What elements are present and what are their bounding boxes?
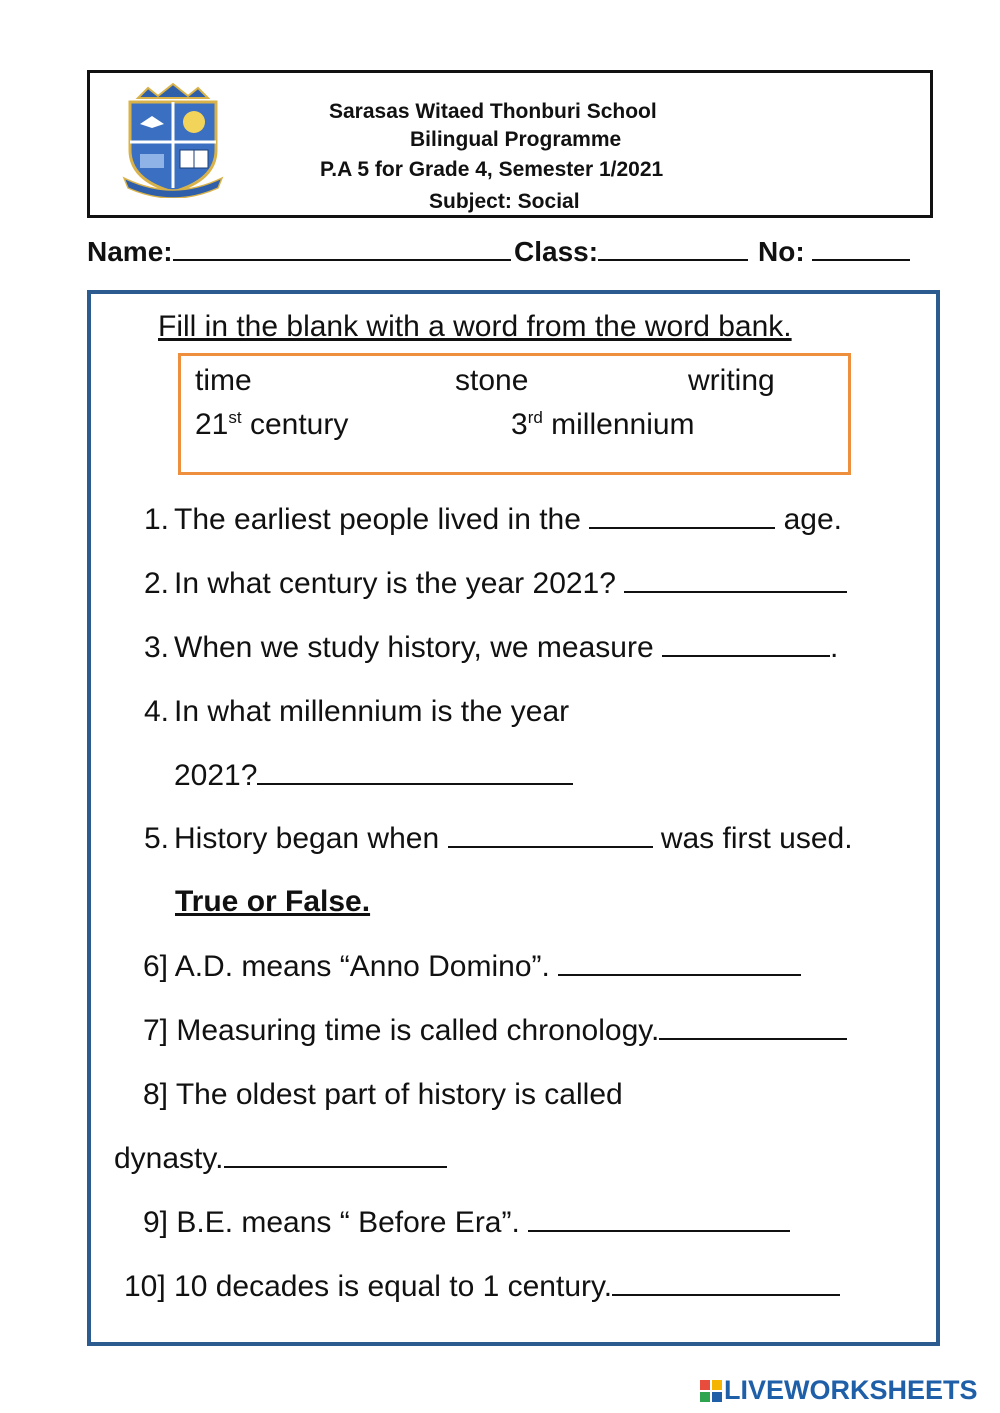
subject-line: Subject: Social	[429, 190, 580, 213]
question-text-end: age.	[775, 503, 842, 536]
answer-blank-8[interactable]	[224, 1142, 447, 1168]
question-8	[143, 1078, 623, 1112]
name-field	[87, 233, 511, 268]
question-text: 10] 10 decades is equal to 1 century.	[124, 1270, 613, 1303]
answer-blank-2[interactable]	[624, 567, 847, 593]
question-4	[144, 695, 569, 729]
question-4-continued	[174, 759, 573, 793]
word-bank-stone: stone	[455, 364, 529, 397]
question-text: 8] The oldest part of history is called	[143, 1078, 623, 1111]
question-9	[143, 1206, 790, 1240]
name-input-line[interactable]	[173, 233, 511, 261]
question-number: 4.	[144, 695, 170, 728]
class-input-line[interactable]	[598, 233, 748, 261]
liveworksheets-badge-icon	[700, 1380, 722, 1402]
question-text: 7] Measuring time is called chronology.	[143, 1014, 660, 1047]
liveworksheets-logo[interactable]	[700, 1375, 978, 1407]
word-bank-century	[195, 408, 348, 442]
question-text: The earliest people lived in the	[174, 503, 590, 536]
question-8-continued	[114, 1142, 447, 1176]
answer-blank-3[interactable]	[662, 631, 830, 657]
answer-blank-6[interactable]	[558, 950, 801, 976]
question-number: 5.	[144, 822, 170, 855]
liveworksheets-wordmark: LIVEWORKSHEETS	[724, 1375, 978, 1405]
question-text: In what century is the year 2021?	[174, 567, 625, 600]
question-text-end: .	[829, 631, 839, 664]
question-6	[143, 950, 801, 984]
class-label: Class:	[514, 236, 599, 267]
question-7	[143, 1014, 847, 1048]
question-number: 2.	[144, 567, 170, 600]
assessment-title: P.A 5 for Grade 4, Semester 1/2021	[320, 158, 664, 181]
question-text: 6] A.D. means “Anno Domino”.	[143, 950, 559, 983]
word-bank-millennium	[511, 408, 695, 442]
number-label: No:	[758, 236, 805, 267]
true-false-heading: True or False.	[175, 885, 371, 918]
programme-title: Bilingual Programme	[410, 128, 622, 151]
question-text: 2021?	[174, 759, 258, 792]
question-number: 3.	[144, 631, 170, 664]
word-bank-time: time	[195, 364, 252, 397]
answer-blank-5[interactable]	[448, 822, 653, 848]
millennium-number: 3	[511, 408, 528, 441]
number-field	[758, 233, 910, 268]
answer-blank-7[interactable]	[659, 1014, 847, 1040]
instruction-heading: Fill in the blank with a word from the word bank.	[158, 310, 792, 343]
name-label: Name:	[87, 236, 173, 267]
question-text: In what millennium is the year	[174, 695, 570, 728]
question-1	[144, 503, 842, 537]
answer-blank-10[interactable]	[612, 1270, 840, 1296]
millennium-ordinal: rd	[527, 408, 543, 427]
answer-blank-1[interactable]	[589, 503, 775, 529]
century-word: century	[249, 408, 349, 441]
century-number: 21	[195, 408, 229, 441]
question-text: When we study history, we measure	[174, 631, 662, 664]
question-2	[144, 567, 847, 601]
question-5	[144, 822, 853, 856]
question-text: History began when	[174, 822, 448, 855]
answer-blank-4[interactable]	[257, 759, 573, 785]
class-field	[514, 233, 748, 268]
question-number: 1.	[144, 503, 170, 536]
question-text-end: was first used.	[652, 822, 853, 855]
number-input-line[interactable]	[812, 233, 910, 261]
question-3	[144, 631, 838, 665]
answer-blank-9[interactable]	[528, 1206, 790, 1232]
school-name: Sarasas Witaed Thonburi School	[329, 100, 657, 123]
question-10	[124, 1270, 840, 1304]
school-crest-logo	[118, 80, 228, 198]
question-text: dynasty.	[114, 1142, 224, 1175]
word-bank-writing: writing	[688, 364, 775, 397]
question-text: 9] B.E. means “ Before Era”.	[143, 1206, 529, 1239]
millennium-word: millennium	[551, 408, 695, 441]
century-ordinal: st	[228, 408, 242, 427]
